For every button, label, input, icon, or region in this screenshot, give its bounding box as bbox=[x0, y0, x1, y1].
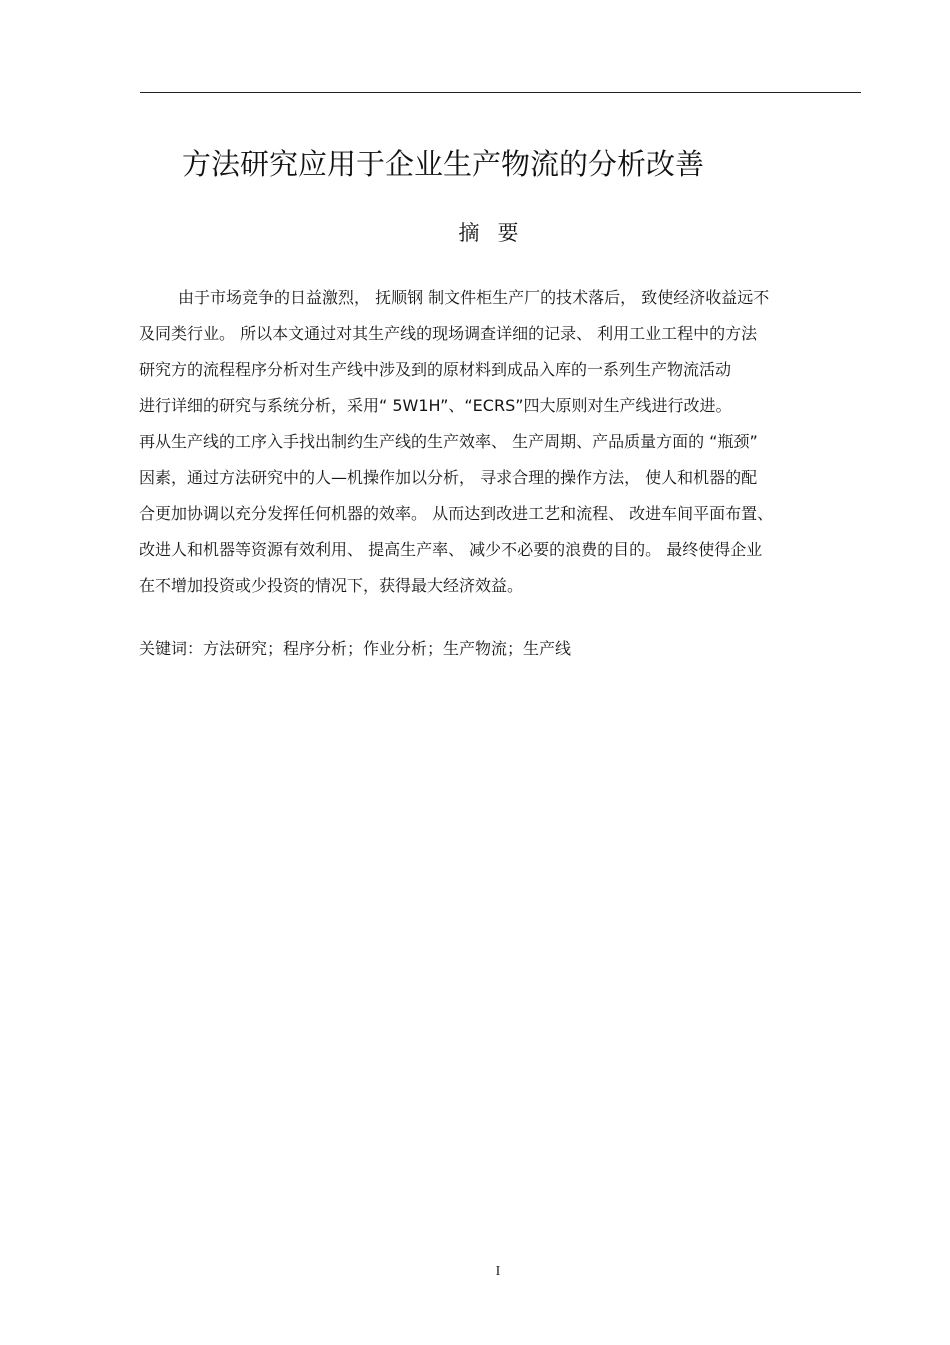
abstract-body bbox=[139, 280, 869, 604]
abstract-line: 在不增加投资或少投资的情况下，获得最大经济效益。 bbox=[139, 576, 524, 595]
abstract-line: 合更加协调以充分发挥任何机器的效率。 从而达到改进工艺和流程、 改进车间平面布置、 bbox=[139, 504, 774, 523]
header-rule bbox=[140, 92, 861, 93]
abstract-heading: 摘要 bbox=[458, 221, 537, 245]
abstract-line: 研究方的流程程序分析对生产线中涉及到的原材料到成品入库的一系列生产物流活动 bbox=[139, 360, 732, 379]
keywords-line: 关键词：方法研究；程序分析；作业分析；生产物流；生产线 bbox=[139, 639, 572, 658]
abstract-line: 改进人和机器等资源有效利用、 提高生产率、 减少不必要的浪费的目的。 最终使得企业 bbox=[139, 540, 763, 559]
abstract-line: 进行详细的研究与系统分析，采用“ 5W1H”、“ECRS”四大原则对生产线进行改进。 bbox=[139, 396, 732, 415]
abstract-line: 再从生产线的工序入手找出制约生产线的生产效率、 生产周期、产品质量方面的 “瓶颈” bbox=[139, 432, 758, 451]
abstract-line: 因素，通过方法研究中的人—机操作加以分析， 寻求合理的操作方法， 使人和机器的配 bbox=[139, 468, 758, 487]
page-number: I bbox=[495, 1264, 501, 1279]
abstract-line: 由于市场竞争的日益激烈， 抚顺钢 制文件柜生产厂的技术落后， 致使经济收益远不 bbox=[178, 288, 770, 307]
document-title: 方法研究应用于企业生产物流的分析改善 bbox=[182, 147, 705, 181]
abstract-line: 及同类行业。 所以本文通过对其生产线的现场调查详细的记录、 利用工业工程中的方法 bbox=[139, 324, 758, 343]
